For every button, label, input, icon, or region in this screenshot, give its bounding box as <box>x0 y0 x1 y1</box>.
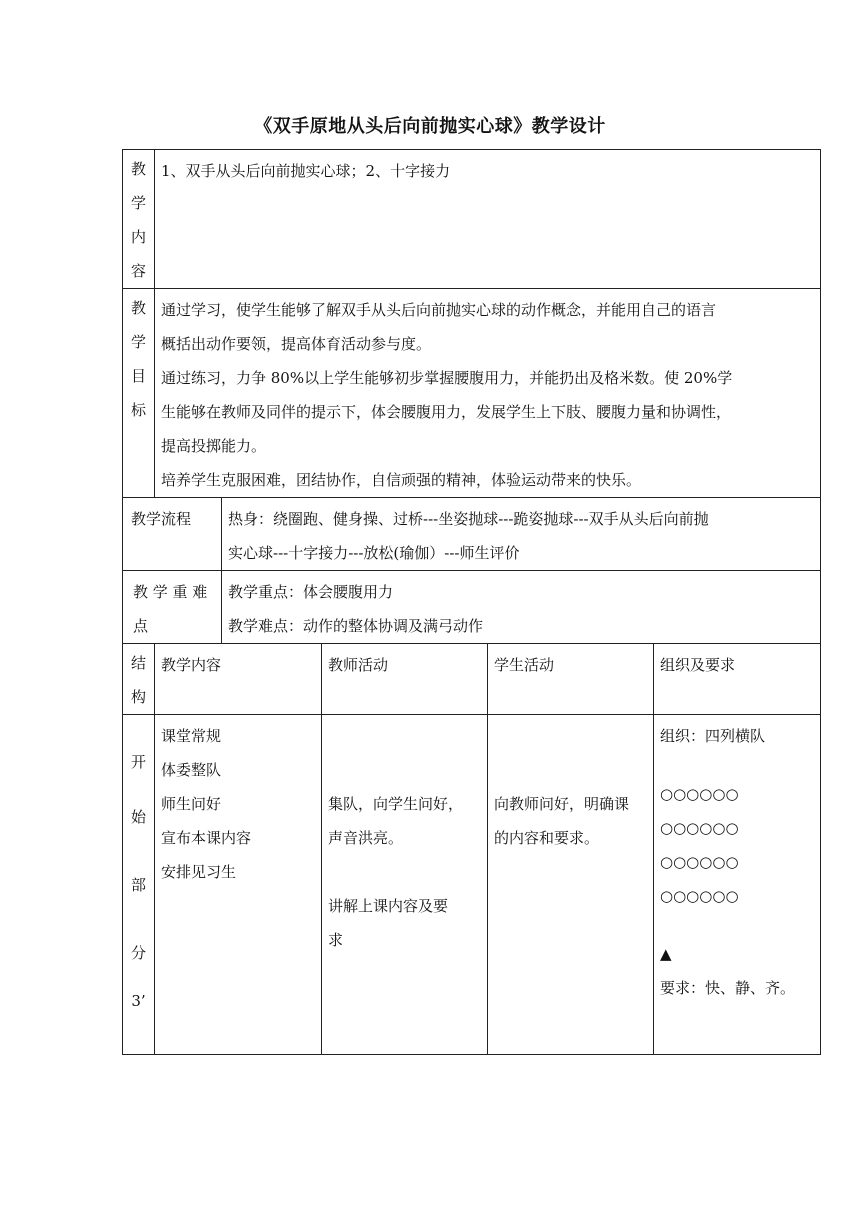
list-item: 师生问好 <box>161 795 222 813</box>
flow-text: 热身：绕圈跑、健身操、过桥---坐姿抛球---跪姿抛球---双手从头后向前抛 实心球---十字接力---放松(瑜伽）---师生评价 <box>222 498 821 571</box>
goal-row <box>123 289 821 498</box>
structure-header-row <box>123 644 821 715</box>
organization-heading: 组织：四列横队 <box>660 727 766 745</box>
opening-section-row <box>123 715 821 1055</box>
opening-teacher-activity: 集队，向学生问好， 声音洪亮。 讲解上课内容及要 求 <box>322 715 488 1055</box>
opening-content <box>155 715 322 1055</box>
teacher-position-marker: ▲ <box>660 945 672 963</box>
content-header: 教学内容 <box>155 644 322 715</box>
opening-organization <box>654 715 821 1055</box>
key-points-text: 教学重点：体会腰腹用力 教学难点：动作的整体协调及满弓动作 <box>222 571 821 644</box>
goal-label: 教 学 目 标 <box>123 289 155 498</box>
list-item: 安排见习生 <box>161 863 237 881</box>
formation-row: ○○○○○○ <box>660 853 739 871</box>
page-title: 《双手原地从头后向前抛实心球》教学设计 <box>254 116 606 137</box>
content-text: 1、双手从头后向前抛实心球；2、十字接力 <box>155 150 821 289</box>
list-item: 体委整队 <box>161 761 222 779</box>
key-points-row <box>123 571 821 644</box>
structure-header: 结 构 <box>123 644 155 715</box>
content-label: 教 学 内 容 <box>123 150 155 289</box>
lesson-plan-table <box>122 149 821 1055</box>
opening-student-activity: 向教师问好，明确课 的内容和要求。 <box>488 715 654 1055</box>
opening-section-label: 开 始 部 分 3’ <box>123 715 155 1055</box>
key-points-label: 教 学 重 难 点 <box>123 571 222 644</box>
requirement-text: 要求：快、静、齐。 <box>660 979 796 997</box>
organization-header: 组织及要求 <box>654 644 821 715</box>
formation-row: ○○○○○○ <box>660 819 739 837</box>
formation-row: ○○○○○○ <box>660 887 739 905</box>
content-row <box>123 150 821 289</box>
formation-row: ○○○○○○ <box>660 785 739 803</box>
flow-label: 教学流程 <box>123 498 222 571</box>
flow-row <box>123 498 821 571</box>
goal-text: 通过学习，使学生能够了解双手从头后向前抛实心球的动作概念，并能用自己的语言 概括出动作要领，提高体育活动参与度。 通过练习，力争 80%以上学生能够初步掌握腰腹用力，并能扔出及格米数。使 20%学 生能够在教师及同伴的提示下，体会腰腹用力，发展学生上下肢、腰腹力量和协调性， 提高投掷能力。 培养学生克服困难，团结协作，自信顽强的精神，体验运动带来的快乐。 <box>155 289 821 498</box>
list-item: 课堂常规 <box>161 727 222 745</box>
teacher-activity-header: 教师活动 <box>322 644 488 715</box>
list-item: 宣布本课内容 <box>161 829 252 847</box>
student-activity-header: 学生活动 <box>488 644 654 715</box>
